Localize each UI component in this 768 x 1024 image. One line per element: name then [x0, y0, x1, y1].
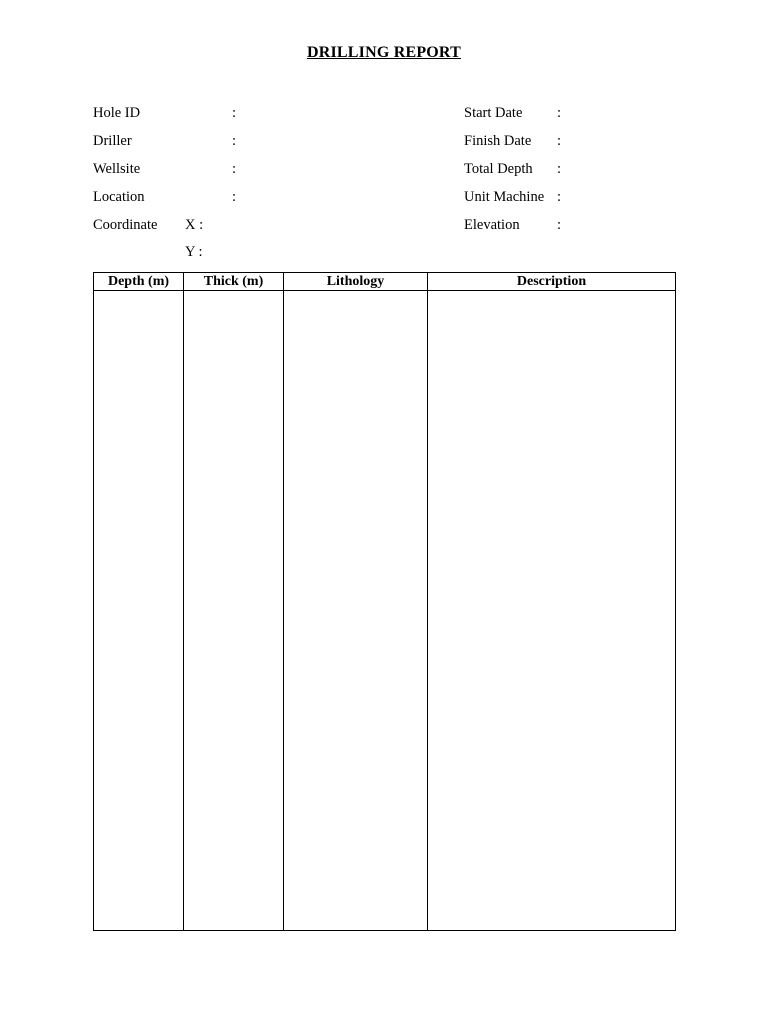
hole-id-label: Hole ID — [93, 105, 141, 121]
description-cell[interactable] — [428, 291, 676, 931]
lithology-cell[interactable] — [284, 291, 428, 931]
start-date-label: Start Date — [464, 105, 523, 121]
wellsite-colon: : — [232, 161, 237, 177]
total-depth-colon: : — [557, 161, 562, 177]
table-body-row — [94, 291, 676, 931]
elevation-colon: : — [557, 217, 562, 233]
table-header-row — [94, 273, 676, 291]
coordinate-x-label: X : — [185, 217, 204, 233]
elevation-label: Elevation — [464, 217, 520, 233]
wellsite-label: Wellsite — [93, 161, 141, 177]
unit-machine-label: Unit Machine — [464, 189, 545, 205]
coordinate-label: Coordinate — [93, 217, 158, 233]
unit-machine-colon: : — [557, 189, 562, 205]
finish-date-label: Finish Date — [464, 133, 532, 149]
document-title: DRILLING REPORT — [306, 44, 461, 61]
drilling-log-table — [93, 272, 676, 931]
column-header-description: Description — [428, 273, 676, 291]
thick-cell[interactable] — [184, 291, 284, 931]
column-header-lithology: Lithology — [284, 273, 428, 291]
location-colon: : — [232, 189, 237, 205]
location-label: Location — [93, 189, 145, 205]
column-header-depth: Depth (m) — [94, 273, 184, 291]
coordinate-y-label: Y : — [185, 244, 203, 260]
driller-colon: : — [232, 133, 237, 149]
driller-label: Driller — [93, 133, 132, 149]
start-date-colon: : — [557, 105, 562, 121]
finish-date-colon: : — [557, 133, 562, 149]
total-depth-label: Total Depth — [464, 161, 533, 177]
column-header-thick: Thick (m) — [184, 273, 284, 291]
hole-id-colon: : — [232, 105, 237, 121]
depth-cell[interactable] — [94, 291, 184, 931]
